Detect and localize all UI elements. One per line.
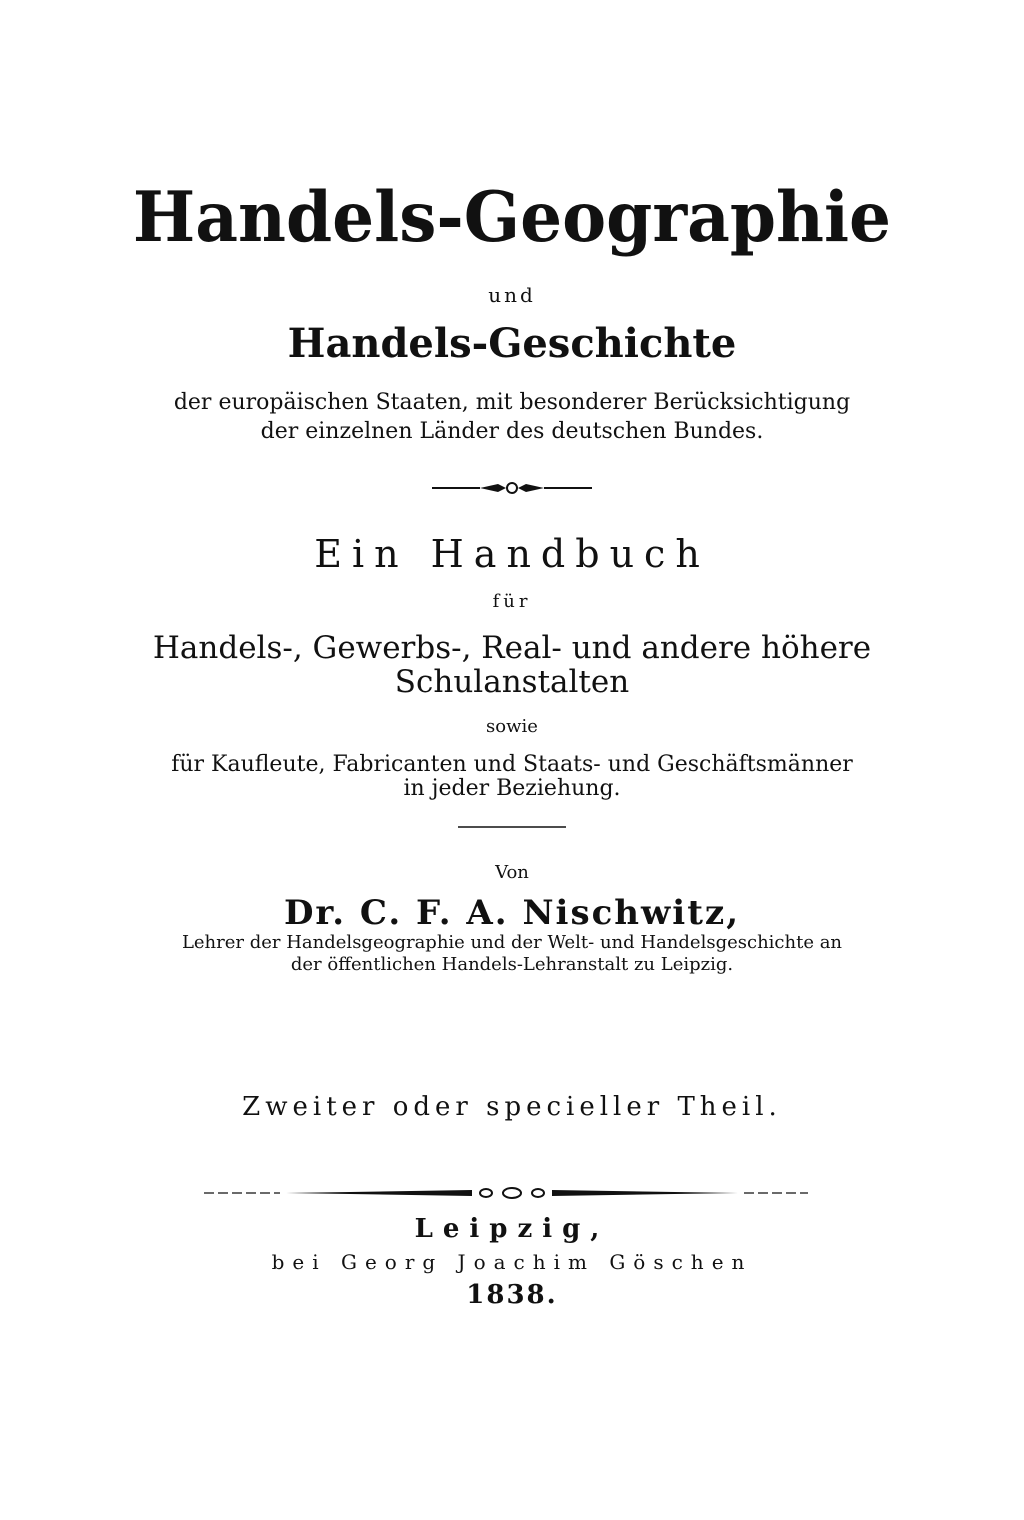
- ornamental-divider-top: [0, 478, 1024, 498]
- book-title: Handels-Geographie: [132, 176, 892, 258]
- handbook-heading: Ein Handbuch: [314, 532, 710, 576]
- ornamental-divider-bottom: [0, 1184, 1024, 1202]
- description-line-2: der einzelnen Länder des deutschen Bundes.: [260, 419, 764, 444]
- schools-line-2: Schulanstalten: [394, 664, 630, 700]
- connector-und: und: [488, 283, 536, 307]
- audience-line-1: für Kaufleute, Fabricanten und Staats- und Geschäftsmänner: [171, 752, 853, 777]
- publisher: bei Georg Joachim Göschen: [271, 1250, 753, 1274]
- description-line-1: der europäischen Staaten, mit besonderer Berücksichtigung: [173, 390, 851, 415]
- audience-line-2: in jeder Beziehung.: [403, 776, 621, 801]
- author-role-line-2: der öffentlichen Handels-Lehranstalt zu Leipzig.: [290, 954, 734, 975]
- volume-part: Zweiter oder specieller Theil.: [242, 1092, 782, 1122]
- connector-sowie: sowie: [486, 716, 538, 737]
- author-role-line-1: Lehrer der Handelsgeographie und der Welt- und Handelsgeschichte an: [181, 932, 843, 953]
- publication-city: Leipzig,: [414, 1214, 610, 1244]
- author-name: Dr. C. F. A. Nischwitz,: [283, 893, 741, 933]
- schools-line-1: Handels-, Gewerbs-, Real- und andere höhere: [152, 630, 872, 666]
- short-rule: [0, 822, 1024, 832]
- connector-fuer: für: [492, 591, 532, 612]
- publication-year: 1838.: [466, 1280, 558, 1310]
- book-subtitle: Handels-Geschichte: [287, 320, 737, 367]
- by-label: Von: [495, 862, 529, 883]
